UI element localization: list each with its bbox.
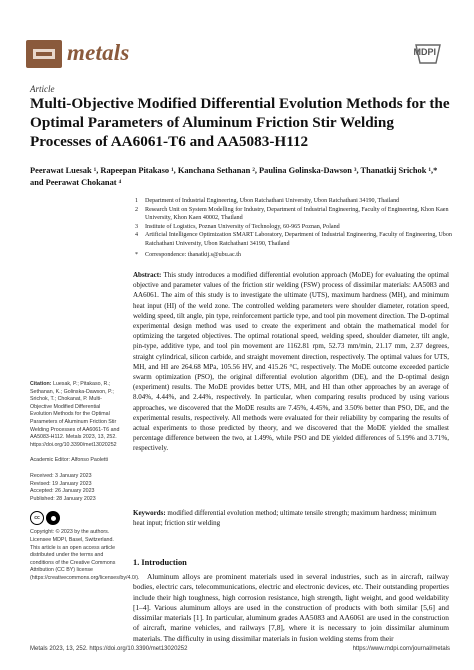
article-type: Article — [30, 84, 55, 94]
affiliation-item — [135, 206, 455, 223]
abstract-text: This study introduces a modified differential evolution approach (MoDE) for evaluating the optimal objective and parameter values of the friction stir welding (FSW) process of dissimilar materials: AA5083 and AA6061. The aim of this study is to investigate the ultimate (UTS), maximum hardness (MH), and minimum heat input (HI) of the weld zone. The controlled welding parameters were shoulder diameter, rotation speed, welding speed, tilt angle, pin type, reinforcement particle type, and tool pin movement direction. The D-optimal experimental design method was used to create the experiment and obtain the mathematical model for optimizing the targeted objectives. The optimal rotational speed, welding speed, shoulder diameter, tilt angle, pin-type, additive type, and tool pin movement are 1162.81 rpm, 52.73 mm/min, 21.17 mm, 2.37 degrees, straight cylindrical, silicon carbide, and straight movement direction, respectively. The optimal values for UTS, MH, and HI are 264.68 MPa, 105.56 HV, and 415.26 °C, respectively. The MoDE outcome exceeded particle swarm optimization (PSO), the original differential evolution algorithm (DE), and the D-optimal design (experiment) results. The MoDE provides better UTS, MH, and HI than other approaches by an average of 8.04%, 4.44%, and 2.44%, respectively. In particular, when comparing results produced by using various approaches, we discovered that the MoDE results are 7.45%, 4.45%, and 3.50% better than PSO, DE, and the experimental results, respectively. All methods were evaluated for their reliability by comparing the results of actual experiments to those predicted by theory, and we discovered that the MoDE yielded the smallest percentage difference between the two, at 1.49%, while PSO and DE yielded differences of 5.19% and 3.71%, respectively. — [133, 271, 450, 453]
affiliation-text: Artificial Intelligence Optimization SMART Laboratory, Department of Industrial Engineering, Faculty of Engineering, Ubon Ratchathani University, Ubon Ratchathani 34190, Thailand — [145, 232, 452, 247]
affiliation-text: Research Unit on System Modelling for Industry, Department of Industrial Engineering, Faculty of Engineering, Khon Kaen University, Khon Kaen 40002, Thailand — [145, 206, 449, 222]
affiliation-number: 3 — [135, 223, 139, 230]
keywords — [133, 508, 449, 528]
received-date: Received: 3 January 2023 — [30, 472, 92, 479]
keywords-text: modified differential evolution method; ultimate tensile strength; maximum hardness; minimum heat input; friction stir welding — [133, 509, 437, 527]
publisher-logo: MDPI — [413, 47, 436, 57]
affiliation-item — [135, 231, 455, 248]
footer-journal-link[interactable]: https://www.mdpi.com/journal/metals — [352, 646, 450, 652]
correspondence: * Correspondence: thanatkij.s@ubu.ac.th — [135, 251, 455, 260]
citation-label: Citation: — [30, 381, 52, 387]
dates-block — [30, 473, 122, 503]
editor-name: Alfonso Paoletti — [71, 457, 109, 464]
article-sidebar — [30, 381, 140, 590]
journal-name: metals — [67, 40, 130, 65]
abstract-label: Abstract: — [133, 271, 162, 279]
affiliation-number: 1 — [135, 198, 139, 204]
section-heading: 1. Introduction — [133, 558, 187, 567]
abstract — [133, 270, 449, 454]
published-date: Published: 28 January 2023 — [30, 495, 96, 502]
editor-label: Academic Editor: — [30, 457, 71, 464]
footer-citation: Metals 2023, 13, 252. https://doi.org/10.3390/met13020252 — [30, 646, 188, 652]
article-title: Multi-Objective Modified Differential Evolution Methods for the Optimal Parameters of Aluminum Friction Stir Welding Processes of AA6061-T6 and AA5083-H112 — [30, 95, 450, 150]
author-list — [30, 165, 450, 188]
cc-license-badge[interactable] — [30, 511, 122, 525]
citation-text: Luesak, P.; Pitakaso, R.; Sethanan, K.; Golinska-Dawson, P.; Srichok, T.; Chokanat, P. Multi-Objective Modified Differential Evolution Methods for the Optimal Parameters of Aluminum Friction Stir Welding Processes of AA6061-T6 and AA5083-H112. Metals 2023, 13, 252. https://doi.org/10.3390/met13020252 — [30, 381, 120, 448]
affiliation-text: Department of Industrial Engineering, Ubon Ratchathani University, Ubon Ratchathani 34190, Thailand — [145, 198, 400, 204]
affiliation-number: 2 — [135, 206, 139, 213]
authors-line-2: and Peerawat Chokanat ⁴ — [30, 177, 122, 187]
affiliations — [135, 197, 455, 259]
affiliation-text: Institute of Logistics, Poznan University of Technology, 60-965 Poznan, Poland — [145, 223, 340, 230]
affiliation-item — [135, 197, 455, 206]
cc-icon: cc — [30, 511, 44, 525]
accepted-date: Accepted: 26 January 2023 — [30, 488, 95, 495]
affiliation-number: 4 — [135, 232, 139, 239]
revised-date: Revised: 19 January 2023 — [30, 480, 92, 487]
citation-block — [30, 381, 122, 449]
introduction-paragraph: Aluminum alloys are prominent materials used in several industries, such as in aircraft, railway bodies, electric cars, telecommunications, electric and electronic devices, etc. Their outstanding properties include their high toughness, high corrosion resistance, high strength, light weight, and good weldability [1–4]. Various aluminum alloys are used in the construction of products with both similar [5,6] and dissimilar materials [1]. In particular, aluminum grades AA5083 and AA6061 are used in the construction of aircraft, marine vehicles, and railways [7,8], where it is necessary to join dissimilar aluminum materials. The difficulty in using dissimilar materials in fusion welding stems from their — [133, 572, 449, 643]
metals-journal-icon — [26, 40, 62, 68]
license-text: Copyright: © 2023 by the authors. Licensee MDPI, Basel, Switzerland. This article is an open access article distributed under the terms and conditions of the Creative Commons Attribution (CC BY) license (https://creativecommons.org/licenses/by/4.0/). — [30, 529, 140, 581]
affiliation-item — [135, 223, 455, 232]
academic-editor — [30, 457, 122, 465]
authors-line-1: Peerawat Luesak ¹, Rapeepan Pitakaso ¹, Kanchana Sethanan ², Paulina Golinska-Dawson ³, Thanatkij Srichok ¹,* — [30, 166, 438, 175]
by-attribution-icon — [46, 511, 60, 525]
correspondence-email: Correspondence: thanatkij.s@ubu.ac.th — [145, 251, 241, 258]
keywords-label: Keywords: — [133, 509, 166, 517]
